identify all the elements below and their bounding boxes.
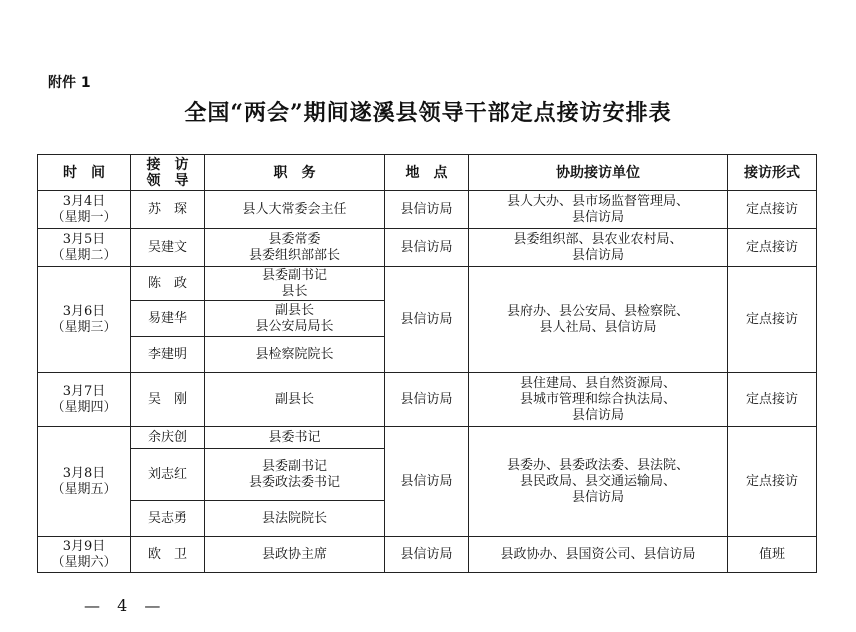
form-cell: 定点接访 (728, 267, 817, 373)
table-row (38, 427, 817, 449)
date-cell: 3月9日 （星期六） (38, 537, 131, 573)
header-leader: 接 访 领 导 (131, 155, 205, 191)
assist-units-cell: 县人大办、县市场监督管理局、 县信访局 (469, 191, 728, 229)
leader-name: 吴志勇 (131, 501, 205, 537)
header-duty: 职 务 (205, 155, 385, 191)
leader-duty: 副县长 (205, 373, 385, 427)
table-row (38, 191, 817, 229)
date-cell: 3月6日 （星期三） (38, 267, 131, 373)
assist-units-cell: 县委办、县委政法委、县法院、 县民政局、县交通运输局、 县信访局 (469, 427, 728, 537)
leader-name: 刘志红 (131, 449, 205, 501)
document-title: 全国“两会”期间遂溪县领导干部定点接访安排表 (184, 100, 672, 126)
form-cell: 定点接访 (728, 191, 817, 229)
assist-units-cell: 县政协办、县国资公司、县信访局 (469, 537, 728, 573)
header-form: 接访形式 (728, 155, 817, 191)
location-cell: 县信访局 (385, 267, 469, 373)
form-cell: 定点接访 (728, 229, 817, 267)
leader-duty: 县委副书记 县长 (205, 267, 385, 301)
date-cell: 3月4日 （星期一） (38, 191, 131, 229)
leader-name: 欧 卫 (131, 537, 205, 573)
leader-name: 易建华 (131, 301, 205, 337)
table-row (38, 373, 817, 427)
leader-duty: 县委书记 (205, 427, 385, 449)
date-cell: 3月7日 （星期四） (38, 373, 131, 427)
leader-duty: 县人大常委会主任 (205, 191, 385, 229)
leader-name: 陈 政 (131, 267, 205, 301)
table-row (38, 537, 817, 573)
date-cell: 3月5日 （星期二） (38, 229, 131, 267)
form-cell: 值班 (728, 537, 817, 573)
attachment-label: 附件 1 (48, 75, 91, 91)
date-cell: 3月8日 （星期五） (38, 427, 131, 537)
leader-name: 吴 刚 (131, 373, 205, 427)
form-cell: 定点接访 (728, 373, 817, 427)
location-cell: 县信访局 (385, 191, 469, 229)
assist-units-cell: 县住建局、县自然资源局、 县城市管理和综合执法局、 县信访局 (469, 373, 728, 427)
assist-units-cell: 县委组织部、县农业农村局、 县信访局 (469, 229, 728, 267)
table-row (38, 267, 817, 301)
leader-duty: 县检察院院长 (205, 337, 385, 373)
leader-name: 余庆创 (131, 427, 205, 449)
page-number: — 4 — (84, 596, 167, 615)
header-time: 时 间 (38, 155, 131, 191)
leader-duty: 县法院院长 (205, 501, 385, 537)
leader-name: 李建明 (131, 337, 205, 373)
header-row (38, 155, 817, 191)
location-cell: 县信访局 (385, 537, 469, 573)
table-row (38, 229, 817, 267)
location-cell: 县信访局 (385, 373, 469, 427)
location-cell: 县信访局 (385, 427, 469, 537)
leader-name: 吴建文 (131, 229, 205, 267)
leader-duty: 副县长 县公安局局长 (205, 301, 385, 337)
location-cell: 县信访局 (385, 229, 469, 267)
leader-duty: 县政协主席 (205, 537, 385, 573)
leader-duty: 县委常委 县委组织部部长 (205, 229, 385, 267)
form-cell: 定点接访 (728, 427, 817, 537)
assist-units-cell: 县府办、县公安局、县检察院、 县人社局、县信访局 (469, 267, 728, 373)
leader-name: 苏 琛 (131, 191, 205, 229)
leader-duty: 县委副书记 县委政法委书记 (205, 449, 385, 501)
header-location: 地 点 (385, 155, 469, 191)
schedule-table (37, 154, 817, 573)
header-assist-units: 协助接访单位 (469, 155, 728, 191)
